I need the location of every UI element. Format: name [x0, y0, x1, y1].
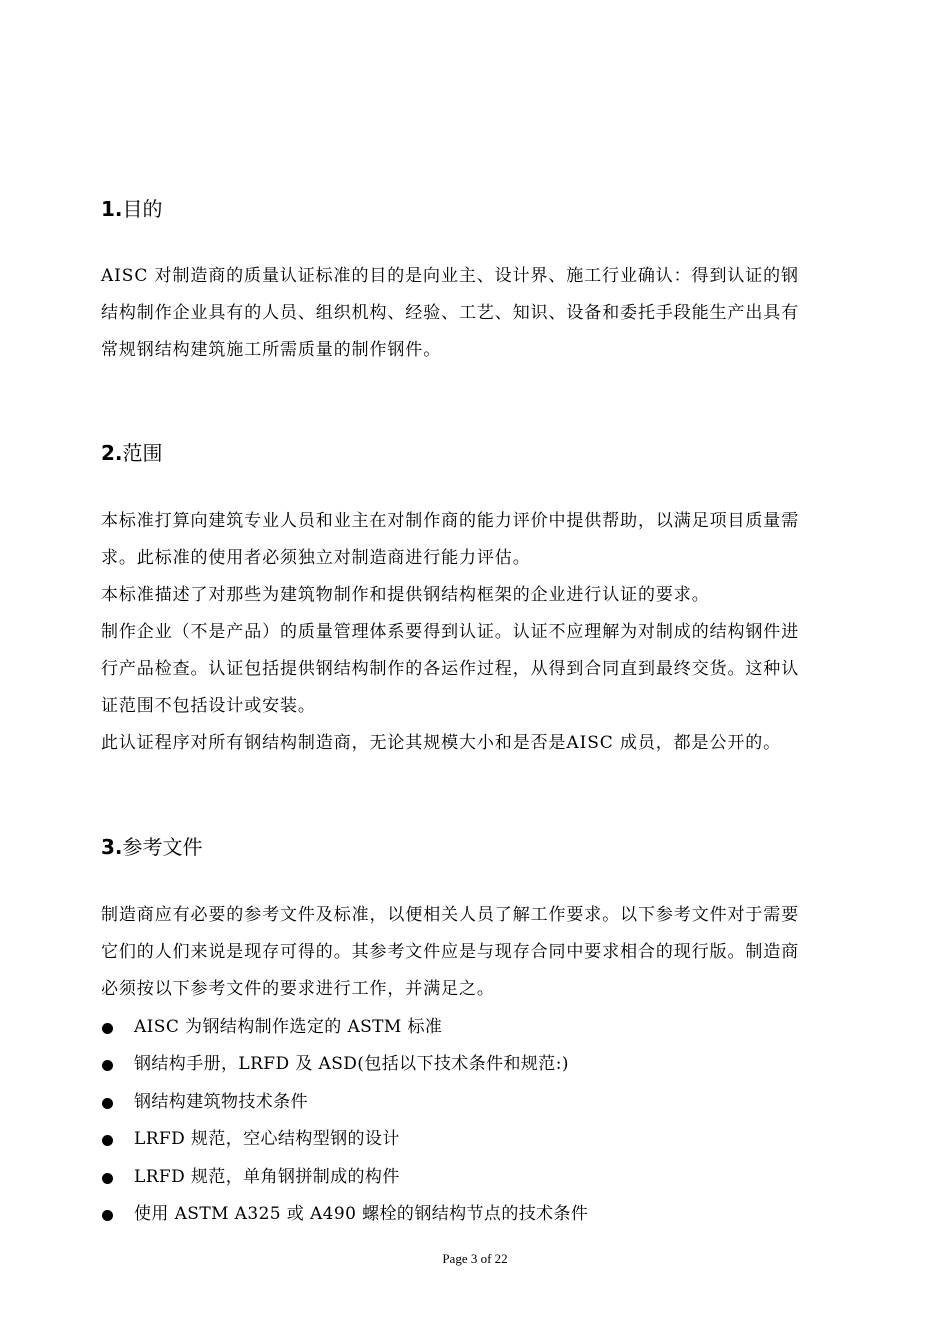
text-line: 制造商应有必要的参考文件及标准，以便相关人员了解工作要求。以下参考文件对于需要	[101, 905, 800, 925]
list-item	[101, 1084, 861, 1121]
list-item-text: 使用 ASTM A325 或 A490 螺栓的钢结构节点的技术条件	[134, 1203, 589, 1224]
section-title: 参考文件	[122, 835, 203, 859]
bullet-icon	[102, 1098, 113, 1109]
text-line: 制作企业（不是产品）的质量管理体系要得到认证。认证不应理解为对制成的结构钢件进	[101, 622, 800, 642]
bullet-icon	[102, 1173, 113, 1184]
list-item-text: 钢结构手册，LRFD 及 ASD(包括以下技术条件和规范:)	[134, 1054, 569, 1075]
list-item	[101, 1196, 861, 1233]
list-item-text: AISC 为钢结构制作选定的 ASTM 标准	[134, 1017, 443, 1037]
text-line: 证范围不包括设计或安装。	[101, 696, 316, 716]
text-line: 它们的人们来说是现存可得的。其参考文件应是与现存合同中要求相合的现行版。制造商	[101, 942, 800, 962]
list-item-text: 钢结构建筑物技术条件	[134, 1091, 308, 1112]
bullet-icon	[102, 1060, 113, 1071]
list-item-text: LRFD 规范，单角钢拼制成的构件	[134, 1166, 400, 1187]
list-item	[101, 1159, 861, 1196]
section-number: 3.	[101, 835, 123, 859]
text-line: 必须按以下参考文件的要求进行工作，并满足之。	[101, 979, 495, 999]
section-title: 目的	[122, 197, 163, 221]
page-footer	[0, 1250, 950, 1268]
text-line: AISC 对制造商的质量认证标准的目的是向业主、设计界、施工行业确认：得到认证的钢	[101, 266, 799, 286]
section-heading-references	[101, 835, 203, 859]
text-line: 行产品检查。认证包括提供钢结构制作的各运作过程，从得到合同直到最终交货。这种认	[101, 659, 800, 679]
bullet-icon	[102, 1210, 113, 1221]
section-number: 2.	[101, 441, 123, 465]
section-title: 范围	[122, 441, 163, 465]
text-line: 求。此标准的使用者必须独立对制造商进行能力评估。	[101, 548, 531, 568]
bullet-icon	[102, 1023, 113, 1034]
bullet-icon	[102, 1135, 113, 1146]
section-heading-purpose	[101, 197, 163, 221]
paragraph-references	[101, 897, 861, 1008]
list-item	[101, 1121, 861, 1158]
page-number: Page 3 of 22	[442, 1251, 508, 1266]
text-line: 此认证程序对所有钢结构制造商，无论其规模大小和是否是AISC 成员，都是公开的。	[101, 733, 782, 753]
list-item	[101, 1046, 861, 1083]
list-item	[101, 1009, 861, 1046]
section-heading-scope	[101, 441, 163, 465]
section-number: 1.	[101, 197, 123, 221]
text-line: 常规钢结构建筑施工所需质量的制作钢件。	[101, 340, 442, 360]
text-line: 本标准描述了对那些为建筑物制作和提供钢结构框架的企业进行认证的要求。	[101, 585, 710, 605]
text-line: 结构制作企业具有的人员、组织机构、经验、工艺、知识、设备和委托手段能生产出具有	[101, 303, 800, 323]
reference-list	[101, 1009, 861, 1233]
paragraph-purpose	[101, 258, 861, 369]
paragraph-scope	[101, 503, 861, 762]
text-line: 本标准打算向建筑专业人员和业主在对制作商的能力评价中提供帮助，以满足项目质量需	[101, 511, 800, 531]
list-item-text: LRFD 规范，空心结构型钢的设计	[134, 1129, 400, 1150]
